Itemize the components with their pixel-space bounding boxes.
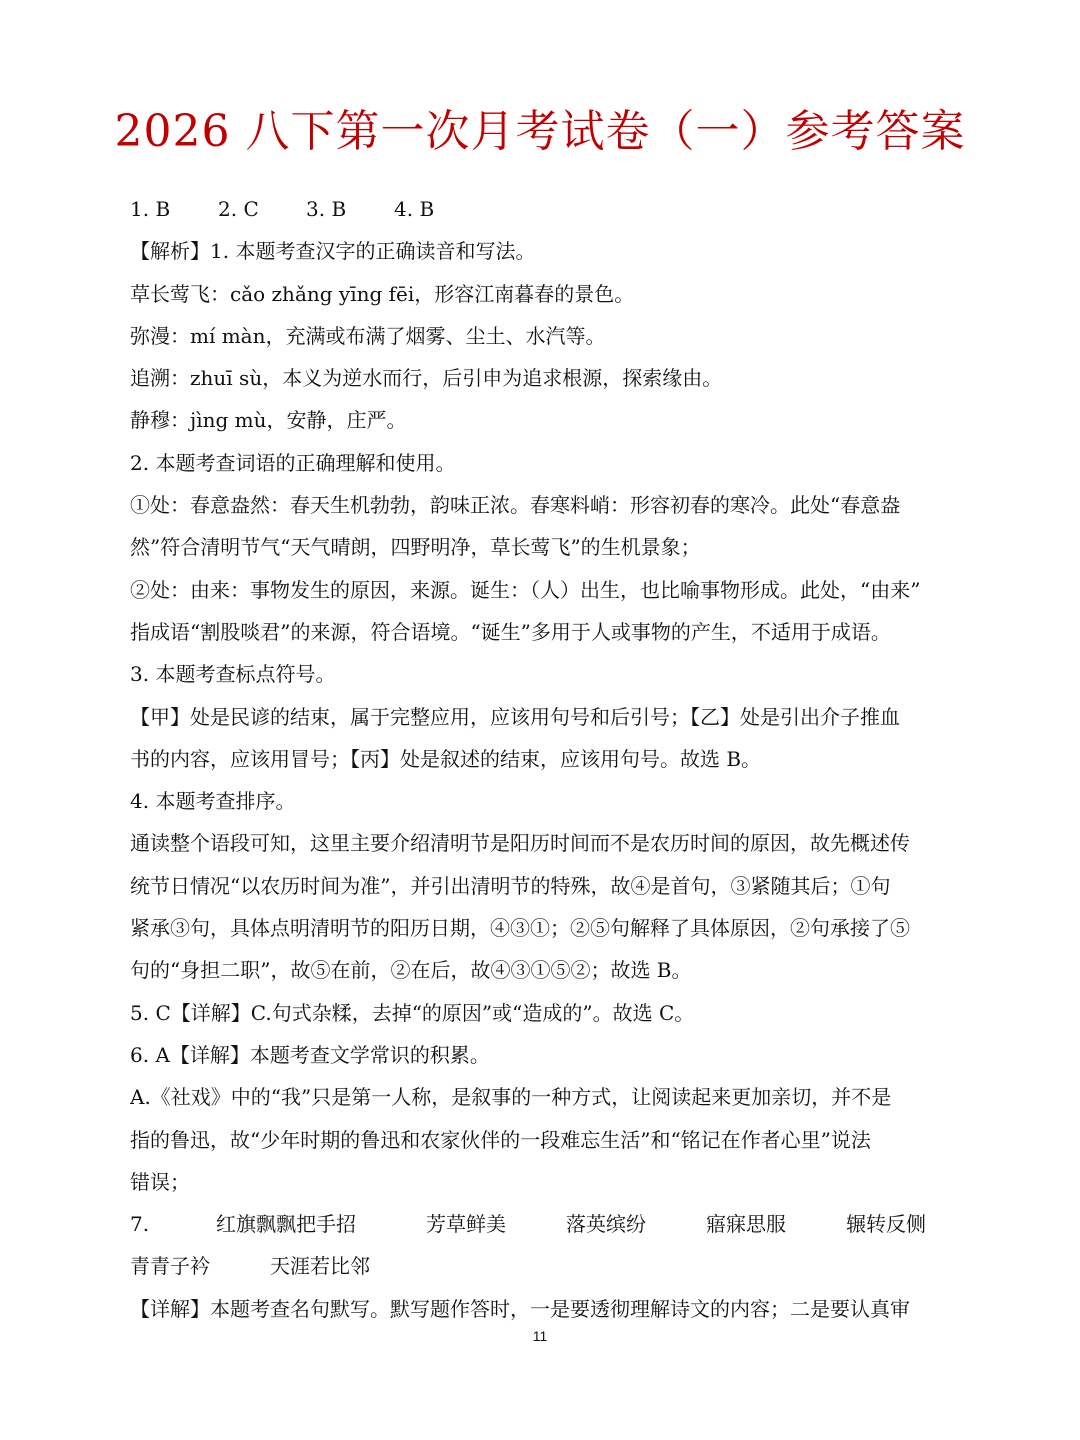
text-line: 然”符合清明节气“天气晴朗，四野明净，草长莺飞”的生机景象； bbox=[130, 535, 701, 560]
page-title: 2026 八下第一次月考试卷（一）参考答案 bbox=[114, 106, 966, 157]
text-line: 错误； bbox=[130, 1169, 190, 1194]
text-line: 3. 本题考查标点符号。 bbox=[130, 662, 336, 687]
page-number: 11 bbox=[532, 1328, 548, 1344]
answer-item: 1. B bbox=[130, 197, 171, 221]
text-line: ②处：由来：事物发生的原因，来源。诞生：（人）出生，也比喻事物形成。此处，“由来” bbox=[130, 577, 921, 602]
q7-answer-item: 红旗飘飘把手招 bbox=[216, 1212, 356, 1237]
text-line: 句的“身担二职”，故⑤在前，②在后，故④③①⑤②；故选 B。 bbox=[130, 958, 692, 983]
answer-item: 3. B bbox=[306, 197, 347, 221]
answer-row bbox=[130, 188, 980, 230]
text-line: 弥漫：mí màn，充满或布满了烟雾、尘土、水汽等。 bbox=[130, 323, 606, 348]
text-line: 静穆：jìng mù，安静，庄严。 bbox=[130, 408, 407, 433]
q7-number: 7. bbox=[130, 1212, 150, 1237]
text-line: A.《社戏》中的“我”只是第一人称，是叙事的一种方式，让阅读起来更加亲切，并不是 bbox=[130, 1085, 892, 1110]
text-line: 统节日情况“以农历时间为准”，并引出清明节的特殊，故④是首句，③紧随其后；①句 bbox=[130, 873, 891, 898]
text-line: 草长莺飞：cǎo zhǎng yīng fēi，形容江南暮春的景色。 bbox=[130, 281, 635, 306]
answer-body bbox=[130, 188, 980, 1330]
q7-answer-item: 天涯若比邻 bbox=[270, 1254, 370, 1279]
q7-answer-item: 青青子衿 bbox=[130, 1254, 210, 1279]
q7-answer-item: 落英缤纷 bbox=[566, 1212, 646, 1237]
q7-answer-item: 辗转反侧 bbox=[846, 1212, 926, 1237]
q7-answer-item: 寤寐思服 bbox=[706, 1212, 786, 1237]
answer-item: 4. B bbox=[394, 197, 435, 221]
text-line: 5. C【详解】C.句式杂糅，去掉“的原因”或“造成的”。故选 C。 bbox=[130, 1000, 695, 1025]
text-line: 【详解】本题考查名句默写。默写题作答时，一是要透彻理解诗文的内容；二是要认真审 bbox=[130, 1296, 910, 1321]
text-line: 2. 本题考查词语的正确理解和使用。 bbox=[130, 450, 456, 475]
text-line: ①处：春意盎然：春天生机勃勃，韵味正浓。春寒料峭：形容初春的寒冷。此处“春意盎 bbox=[130, 493, 901, 518]
q7-answer-row-2 bbox=[130, 1245, 980, 1287]
text-line: 书的内容，应该用冒号；【丙】处是叙述的结束，应该用句号。故选 B。 bbox=[130, 746, 762, 771]
text-line: 【甲】处是民谚的结束，属于完整应用，应该用句号和后引号；【乙】处是引出介子推血 bbox=[130, 704, 900, 729]
q7-answer-item: 芳草鲜美 bbox=[426, 1212, 506, 1237]
text-line: 指的鲁迅，故“少年时期的鲁迅和农家伙伴的一段难忘生活”和“铭记在作者心里”说法 bbox=[130, 1127, 871, 1152]
text-line: 追溯：zhuī sù，本义为逆水而行，后引申为追求根源，探索缘由。 bbox=[130, 366, 723, 391]
answer-item: 2. C bbox=[218, 197, 259, 221]
text-line: 通读整个语段可知，这里主要介绍清明节是阳历时间而不是农历时间的原因，故先概述传 bbox=[130, 831, 910, 856]
q7-answer-row bbox=[130, 1203, 980, 1245]
text-line: 紧承③句，具体点明清明节的阳历日期，④③①；②⑤句解释了具体原因，②句承接了⑤ bbox=[130, 916, 910, 941]
text-line: 指成语“割股啖君”的来源，符合语境。“诞生”多用于人或事物的产生，不适用于成语。 bbox=[130, 619, 891, 644]
text-line: 【解析】1. 本题考查汉字的正确读音和写法。 bbox=[130, 239, 536, 264]
text-line: 6. A【详解】本题考查文学常识的积累。 bbox=[130, 1042, 490, 1067]
text-line: 4. 本题考查排序。 bbox=[130, 789, 296, 814]
